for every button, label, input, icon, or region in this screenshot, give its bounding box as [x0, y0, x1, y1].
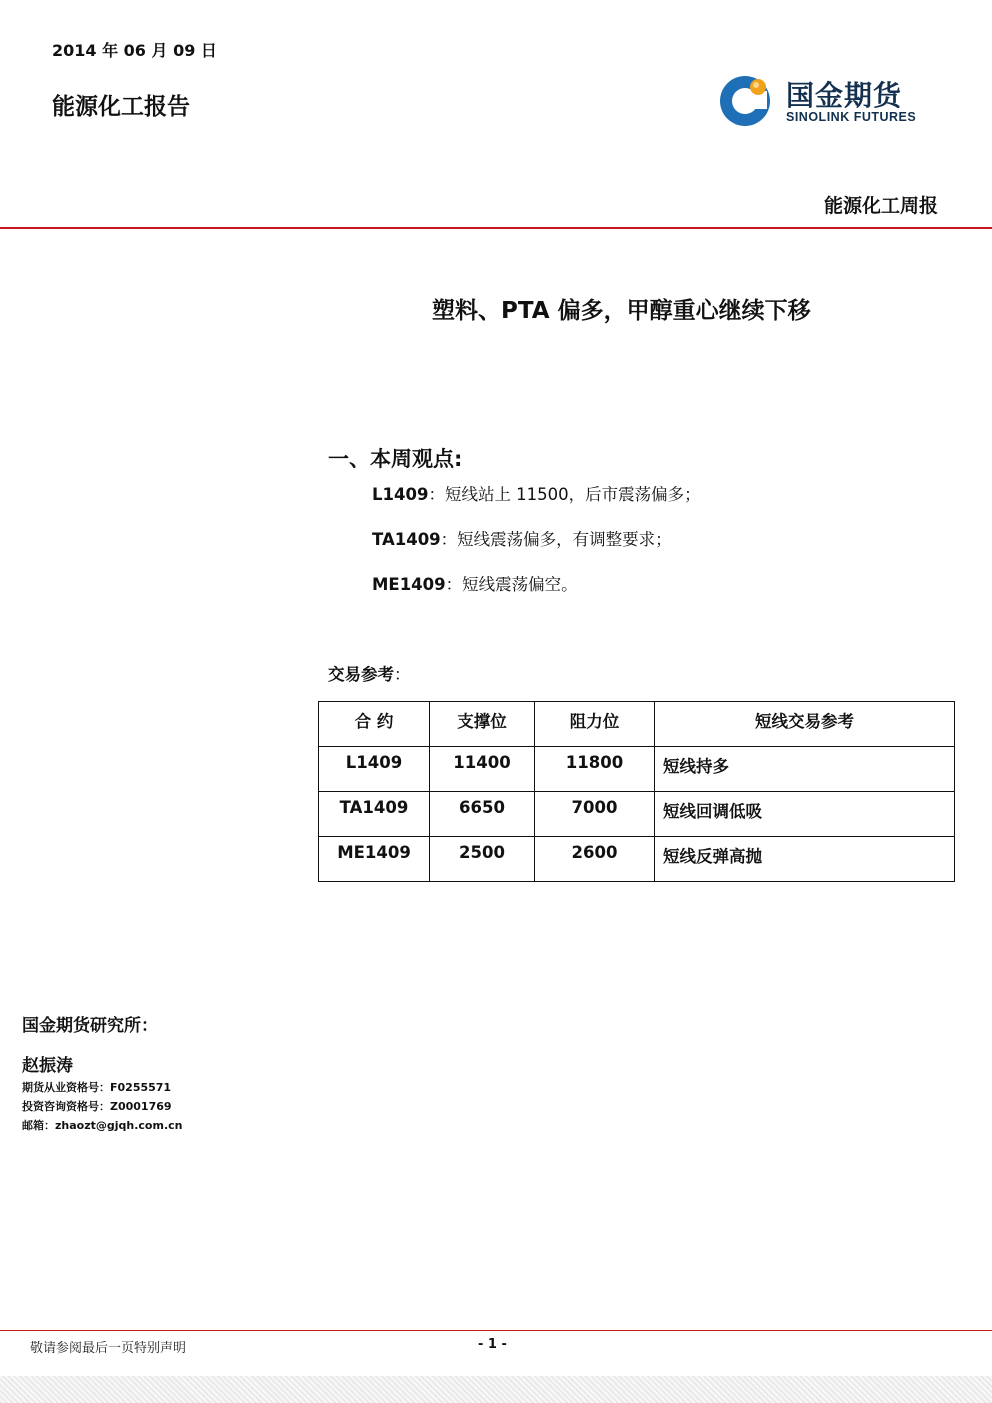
company-logo	[718, 72, 958, 132]
trade-reference-colon: ：	[394, 665, 411, 684]
column-header-support: 支撑位	[430, 702, 535, 747]
report-date: 2014 年 06 月 09 日	[52, 41, 217, 60]
cell-resistance: 2600	[535, 837, 655, 882]
analyst-name: 赵振涛	[22, 1056, 73, 1076]
report-type: 能源化工报告	[52, 94, 190, 120]
cell-contract: TA1409	[319, 792, 430, 837]
footer-pattern-band	[0, 1376, 992, 1403]
view-text: ：短线震荡偏空。	[445, 575, 578, 594]
view-text: ：短线震荡偏多，有调整要求；	[440, 530, 672, 549]
table-row	[319, 747, 955, 792]
cell-strategy: 短线持多	[655, 747, 955, 792]
table-row	[319, 837, 955, 882]
cell-strategy: 短线回调低吸	[655, 792, 955, 837]
trade-reference-text: 交易参考	[328, 665, 394, 684]
view-text: ：短线站上 11500，后市震荡偏多；	[428, 485, 701, 504]
logo-mark-icon	[718, 72, 774, 128]
futures-license-number: 期货从业资格号：F0255571	[22, 1081, 172, 1094]
column-header-resistance: 阻力位	[535, 702, 655, 747]
view-line	[372, 526, 672, 550]
section-heading: 一、本周观点:	[328, 447, 463, 471]
view-line	[372, 481, 701, 505]
footer-divider	[0, 1330, 992, 1331]
research-institute: 国金期货研究所：	[22, 1016, 158, 1036]
contract-code: TA1409	[372, 530, 441, 549]
cell-contract: ME1409	[319, 837, 430, 882]
contract-code: ME1409	[372, 575, 446, 594]
analyst-email: 邮箱：zhaozt@gjqh.com.cn	[22, 1119, 183, 1132]
logo-text-en: SINOLINK FUTURES	[786, 110, 917, 124]
header-divider	[0, 227, 992, 229]
view-line	[372, 571, 578, 595]
column-header-contract: 合 约	[319, 702, 430, 747]
advisory-license-number: 投资咨询资格号：Z0001769	[22, 1100, 172, 1113]
contract-code: L1409	[372, 485, 429, 504]
logo-text-cn: 国金期货	[786, 79, 903, 112]
page-title: 塑料、PTA 偏多，甲醇重心继续下移	[432, 298, 811, 324]
weekly-report-label: 能源化工周报	[823, 195, 938, 217]
table-row	[319, 792, 955, 837]
trade-reference-label	[328, 661, 411, 685]
trade-reference-table	[318, 701, 955, 882]
cell-support: 11400	[430, 747, 535, 792]
page-number: - 1 -	[478, 1337, 507, 1352]
cell-support: 2500	[430, 837, 535, 882]
cell-strategy: 短线反弹高抛	[655, 837, 955, 882]
column-header-strategy: 短线交易参考	[655, 702, 955, 747]
table-header-row	[319, 702, 955, 747]
cell-support: 6650	[430, 792, 535, 837]
cell-contract: L1409	[319, 747, 430, 792]
disclaimer-note: 敬请参阅最后一页特别声明	[30, 1341, 187, 1356]
cell-resistance: 11800	[535, 747, 655, 792]
cell-resistance: 7000	[535, 792, 655, 837]
